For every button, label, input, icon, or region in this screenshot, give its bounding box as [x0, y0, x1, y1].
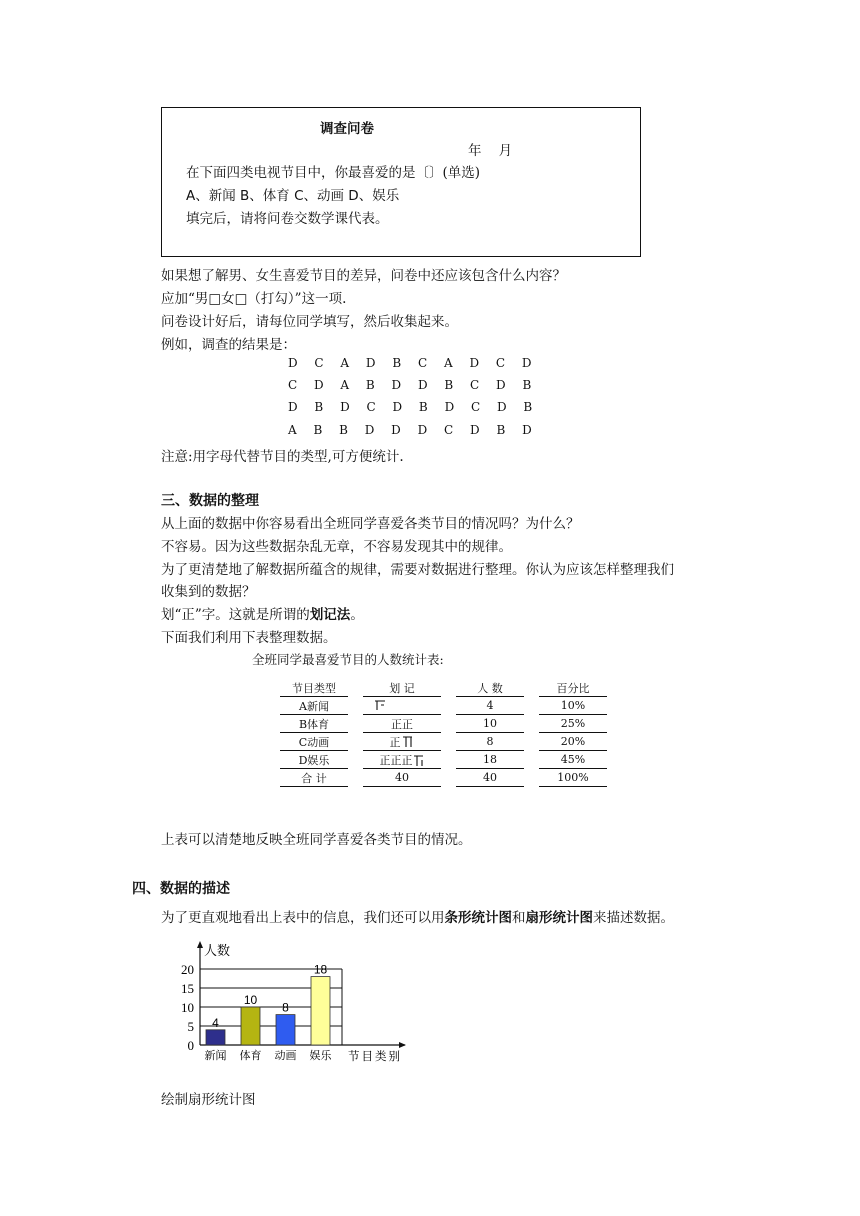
survey-options: A、新闻 B、体育 C、动画 D、娱乐: [186, 188, 400, 204]
survey-question: 在下面四类电视节目中，你最喜爱的是〔〕(单选): [186, 165, 481, 181]
paragraph: 绘制扇形统计图: [161, 1092, 256, 1108]
table-caption: 全班同学最喜爱节目的人数统计表:: [252, 652, 444, 667]
paragraph: 收集到的数据？: [161, 584, 256, 600]
table-cell: 10%: [539, 697, 607, 715]
table-cell: 10: [456, 715, 524, 733]
y-tick-label: 20: [181, 962, 194, 977]
data-row: A B B D D D C D B D: [288, 423, 539, 437]
table-row: [280, 751, 607, 769]
bar: [206, 1030, 225, 1045]
term-tally-method: 划记法: [309, 607, 351, 623]
x-axis-arrow-icon: [399, 1042, 406, 1048]
section-heading: 四、数据的描述: [132, 881, 230, 897]
table-header-row: [280, 679, 607, 697]
survey-title: 调查问卷: [320, 121, 374, 137]
section-heading: 三、数据的整理: [161, 493, 259, 509]
data-row: D C A D B C A D C D: [288, 356, 539, 370]
stats-table: [280, 679, 607, 787]
table-cell: D娱乐: [280, 751, 348, 769]
x-tick-label: 新闻: [204, 1049, 227, 1062]
y-tick-label: 0: [187, 1038, 194, 1053]
y-axis-label: 人数: [204, 944, 231, 959]
paragraph: 问卷设计好后，请每位同学填写，然后收集起来。: [161, 314, 458, 330]
tally-mark-icon: [401, 735, 415, 748]
paragraph: 不容易。因为这些数据杂乱无章，不容易发现其中的规律。: [161, 539, 512, 555]
y-tick-label: 10: [181, 1000, 194, 1015]
tally-text: 正正正: [379, 753, 413, 767]
table-row: [280, 715, 607, 733]
survey-note: 填完后，请将问卷交数学课代表。: [186, 211, 389, 227]
table-cell: 4: [456, 697, 524, 715]
table-cell: 20%: [539, 733, 607, 751]
tally-mark-icon: [373, 697, 389, 711]
tally-mark-icon: [413, 753, 425, 767]
term-pie-chart: 扇形统计图: [525, 910, 593, 926]
table-header: 节目类型: [280, 679, 348, 697]
paragraph-text: 来描述数据。: [593, 910, 674, 926]
table-cell: B体育: [280, 715, 348, 733]
tally-cell: [363, 697, 441, 715]
x-axis-label: 节目类别: [348, 1049, 402, 1063]
table-header: 划 记: [363, 679, 441, 697]
table-cell: 45%: [539, 751, 607, 769]
y-axis-arrow-icon: [197, 941, 203, 948]
table-header: 人 数: [456, 679, 524, 697]
table-cell: 100%: [539, 769, 607, 787]
paragraph-text: 。: [350, 607, 364, 623]
data-label: 8: [282, 1000, 289, 1015]
x-tick-label: 体育: [239, 1049, 262, 1062]
y-tick-label: 5: [187, 1019, 194, 1034]
term-bar-chart: 条形统计图: [444, 910, 512, 926]
paragraph-text: 划“正”字。这就是所谓的: [161, 607, 310, 623]
paragraph: 下面我们利用下表整理数据。: [161, 630, 337, 646]
paragraph: 为了更清楚地了解数据所蕴含的规律，需要对数据进行整理。你认为应该怎样整理我们: [161, 562, 674, 578]
table-cell: 25%: [539, 715, 607, 733]
paragraph: 例如，调查的结果是：: [161, 337, 296, 353]
x-tick-label: 娱乐: [309, 1049, 332, 1062]
tally-cell: [363, 751, 441, 769]
table-cell: C动画: [280, 733, 348, 751]
bar: [276, 1015, 295, 1045]
data-label: 4: [212, 1015, 219, 1030]
paragraph: 从上面的数据中你容易看出全班同学喜爱各类节目的情况吗？为什么？: [161, 516, 580, 532]
paragraph: 如果想了解男、女生喜爱节目的差异，问卷中还应该包含什么内容？: [161, 268, 566, 284]
y-tick-label: 15: [181, 981, 194, 996]
table-cell: 合 计: [280, 769, 348, 787]
table-cell: 正正: [363, 715, 441, 733]
data-label: 10: [243, 993, 258, 1007]
data-label: 18: [313, 962, 328, 977]
table-cell: A新闻: [280, 697, 348, 715]
paragraph: [161, 906, 674, 926]
paragraph-text: 为了更直观地看出上表中的信息，我们还可以用: [161, 910, 445, 926]
table-cell: 40: [456, 769, 524, 787]
table-cell: 40: [363, 769, 441, 787]
table-row-total: [280, 769, 607, 787]
table-row: [280, 733, 607, 751]
table-cell: 18: [456, 751, 524, 769]
tally-text: 正: [389, 735, 401, 749]
x-tick-label: 动画: [274, 1049, 297, 1062]
survey-box: [161, 107, 641, 257]
table-row: [280, 697, 607, 715]
table-cell: 8: [456, 733, 524, 751]
survey-date-line: 年 月: [468, 143, 513, 159]
bar: [241, 1007, 260, 1045]
paragraph-text: 和: [512, 910, 526, 926]
paragraph: 上表可以清楚地反映全班同学喜爱各类节目的情况。: [161, 832, 472, 848]
paragraph: [161, 603, 364, 623]
data-row: D B D C D B D C D B: [288, 400, 539, 414]
bar-chart: [170, 938, 430, 1070]
tally-cell: [363, 733, 441, 751]
bar: [311, 977, 330, 1045]
paragraph-note: 注意:用字母代替节目的类型,可方便统计.: [161, 449, 404, 465]
data-row: C D A B D D B C D B: [288, 378, 538, 392]
table-header: 百分比: [539, 679, 607, 697]
paragraph: 应加“男□女□（打勾）”这一项.: [161, 291, 347, 307]
bar-chart-svg: [170, 938, 430, 1066]
